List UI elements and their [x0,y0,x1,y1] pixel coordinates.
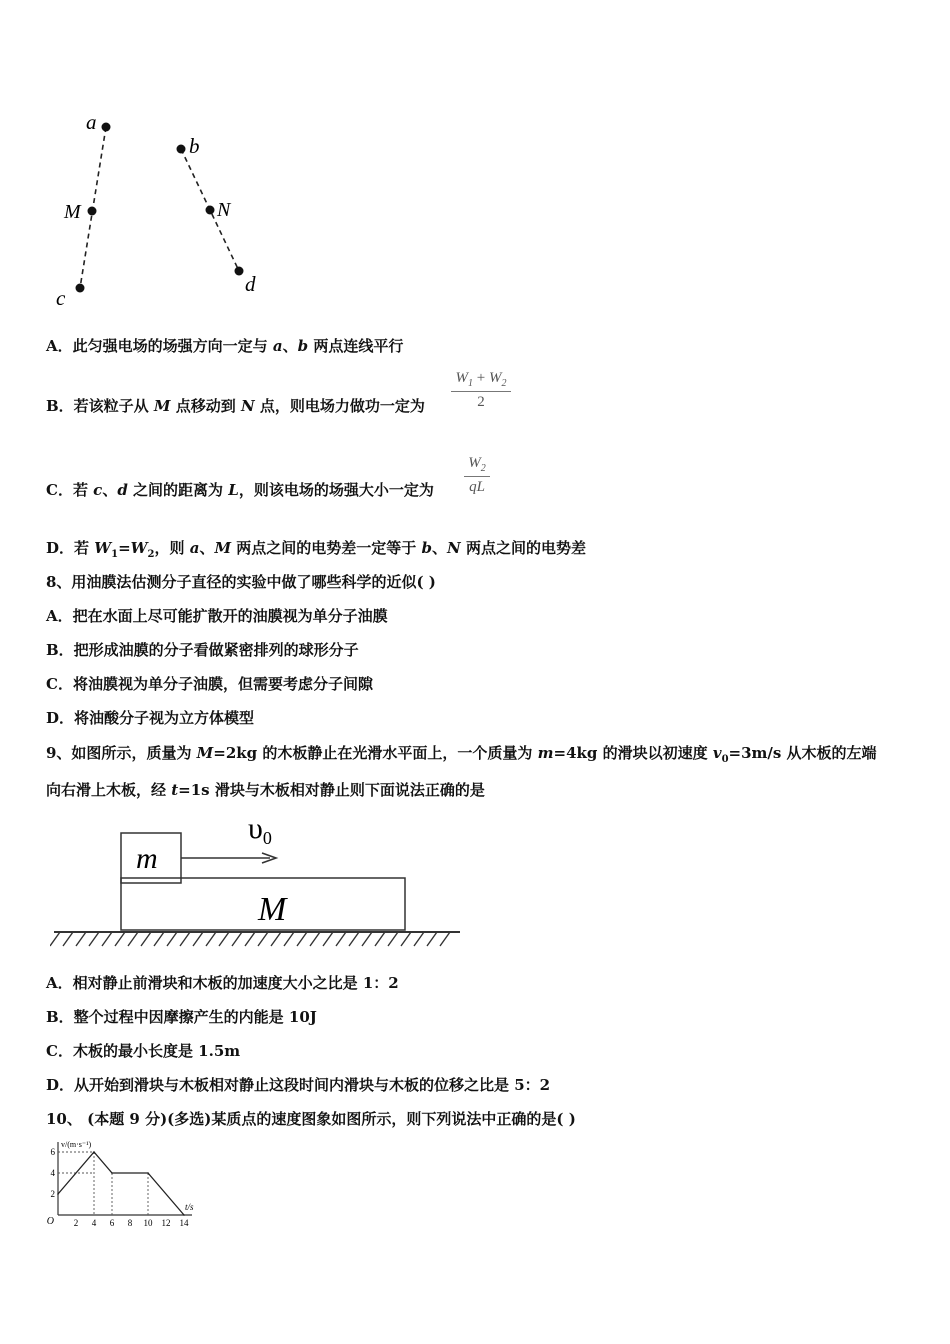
label-m: m [136,842,158,875]
label-M: M [258,891,287,928]
label-c: c [56,286,66,310]
q7-c-fraction: $W_2$ qL [464,455,490,496]
hatch-mark [258,932,268,946]
x-tick-label: 4 [91,1218,97,1228]
velocity-time-chart [44,1135,214,1230]
label-v0: $\upsilon_0$ [248,812,272,848]
label-M: M [64,201,81,223]
x-axis-label: t/s [185,1202,194,1212]
hatch-mark [245,932,255,946]
hatch-mark [388,932,398,946]
hatch-mark [141,932,151,946]
point-c [76,284,85,293]
x-tick-label: 10 [143,1218,153,1228]
hatch-mark [427,932,437,946]
origin-label: O [46,1216,54,1227]
point-M [88,207,97,216]
hatch-mark [76,932,86,946]
q7-option-d: D．若 $W_1=W_2$，则 a、M 两点之间的电势差一定等于 b、N 两点之间的电势差 [46,539,586,560]
hatch-mark [375,932,385,946]
point-b [177,145,186,154]
q8-option-b: B．把形成油膜的分子看做紧密排列的球形分子 [46,641,359,659]
hatch-mark [310,932,320,946]
label-a: a [86,110,97,134]
field-points-figure [50,108,280,313]
y-axis-label: v/(m·s⁻¹) [61,1140,92,1149]
hatch-mark [115,932,125,946]
q8-option-d: D．将油酸分子视为立方体模型 [46,709,255,727]
hatch-mark [193,932,203,946]
hatch-mark [362,932,372,946]
hatch-mark [219,932,229,946]
q9-option-a: A．相对静止前滑块和木板的加速度大小之比是 1：2 [46,974,399,992]
q8-stem: 8、用油膜法估测分子直径的实验中做了哪些科学的近似( ) [46,573,436,591]
point-N [206,206,215,215]
q9-option-d: D．从开始到滑块与木板相对静止这段时间内滑块与木板的位移之比是 5：2 [46,1076,551,1094]
data-point [93,1151,95,1153]
x-tick-label: 8 [127,1218,133,1228]
q8-option-a: A．把在水面上尽可能扩散开的油膜视为单分子油膜 [46,607,388,625]
data-point [57,1193,59,1195]
data-point [183,1214,185,1216]
hatch-mark [154,932,164,946]
x-tick-label: 6 [109,1218,115,1228]
x-tick-label: 2 [73,1218,79,1228]
hatch-mark [89,932,99,946]
y-tick-label: 2 [50,1189,55,1199]
label-N: N [217,199,231,221]
hatch-mark [206,932,216,946]
q8-option-c: C．将油膜视为单分子油膜，但需要考虑分子间隙 [46,675,373,693]
ground-hatch [50,932,450,946]
q9-stem-line1: 9、如图所示，质量为 M=2kg 的木板静止在光滑水平面上，一个质量为 m=4kg 的滑块以初速度 $v_0=3m/s$ 从木板的左端 [46,744,877,765]
hatch-mark [401,932,411,946]
hatch-mark [440,932,450,946]
data-point [111,1172,113,1174]
hatch-mark [232,932,242,946]
y-tick-label: 4 [50,1168,55,1178]
hatch-mark [102,932,112,946]
hatch-mark [297,932,307,946]
hatch-mark [50,932,60,946]
hatch-mark [128,932,138,946]
q9-stem-line2: 向右滑上木板，经 t=1s 滑块与木板相对静止则下面说法正确的是 [46,781,485,799]
hatch-mark [323,932,333,946]
hatch-mark [284,932,294,946]
label-b: b [189,134,200,158]
x-tick-label: 12 [161,1218,171,1228]
q7-b-fraction: $W_1 + W_2$ 2 [451,370,511,411]
q7-option-c: C．若 c、d 之间的距离为 L，则该电场的场强大小一定为 [46,481,434,499]
hatch-mark [349,932,359,946]
block-board-figure [50,812,465,957]
hatch-mark [180,932,190,946]
velocity-series-line [58,1152,184,1215]
point-a [102,123,111,132]
point-d [235,267,244,276]
q7-option-a: A．此匀强电场的场强方向一定与 a、b 两点连线平行 [46,337,404,355]
q10-stem: 10、 (本题 9 分)(多选)某质点的速度图象如图所示，则下列说法中正确的是( ) [46,1110,576,1128]
q7-option-b: B．若该粒子从 M 点移动到 N 点，则电场力做功一定为 [46,397,425,415]
hatch-mark [271,932,281,946]
q9-option-b: B．整个过程中因摩擦产生的内能是 10J [46,1008,317,1026]
label-d: d [245,272,256,296]
data-point [147,1172,149,1174]
hatch-mark [167,932,177,946]
y-tick-label: 6 [50,1147,55,1157]
x-tick-label: 14 [179,1218,189,1228]
hatch-mark [414,932,424,946]
hatch-mark [336,932,346,946]
hatch-mark [63,932,73,946]
q9-option-c: C．木板的最小长度是 1.5m [46,1042,241,1060]
